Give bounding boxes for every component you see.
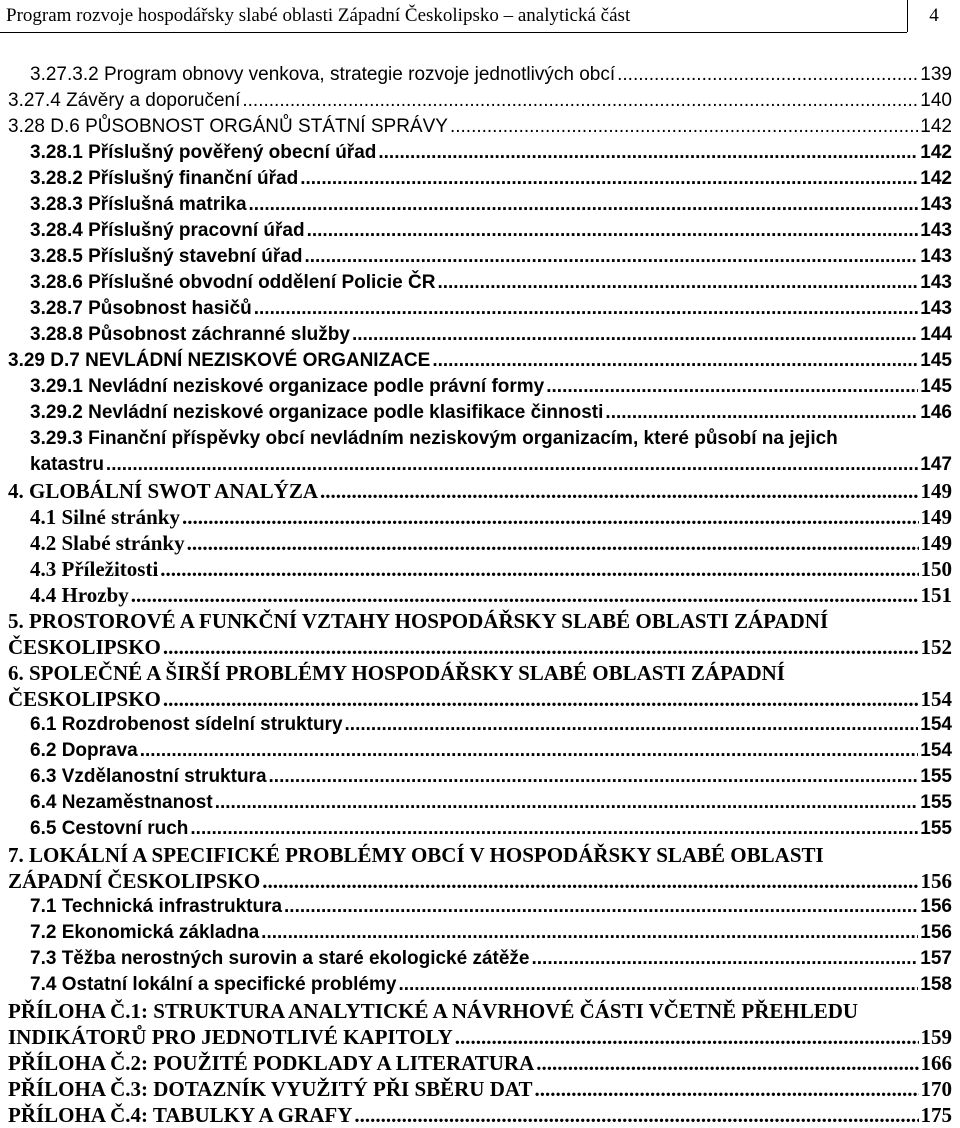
dot-leader bbox=[307, 218, 919, 244]
toc-title: POUŽITÉ PODKLADY A LITERATURA bbox=[153, 1051, 535, 1075]
toc-title: PROSTOROVÉ A FUNKČNÍ VZTAHY HOSPODÁŘSKY SLABÉ OBLASTI ZÁPADNÍ bbox=[29, 609, 829, 633]
dot-leader bbox=[320, 478, 918, 504]
toc-title: Program obnovy venkova, strategie rozvoje jednotlivých obcí bbox=[103, 64, 616, 85]
dot-leader bbox=[182, 504, 919, 530]
dot-leader bbox=[254, 296, 919, 322]
toc-page: 157 bbox=[920, 948, 952, 969]
toc-page: 145 bbox=[920, 376, 952, 397]
toc-page: 149 bbox=[920, 505, 952, 529]
dot-leader bbox=[163, 686, 919, 712]
toc-entry[interactable] bbox=[30, 426, 952, 478]
toc-entry[interactable] bbox=[30, 556, 952, 582]
toc-page: 150 bbox=[920, 557, 952, 581]
page-number: 4 bbox=[907, 0, 960, 32]
toc-number: 3.28.4 bbox=[30, 220, 83, 241]
toc-page: 143 bbox=[920, 220, 952, 241]
dot-leader bbox=[284, 894, 918, 920]
dot-leader bbox=[352, 322, 918, 348]
toc-title: Ekonomická základna bbox=[61, 922, 260, 943]
toc-number: 6.2 bbox=[30, 740, 57, 761]
dot-leader bbox=[131, 582, 919, 608]
toc-title: STRUKTURA ANALYTICKÉ A NÁVRHOVÉ ČÁSTI VČETNĚ PŘEHLEDU bbox=[153, 999, 859, 1023]
dot-leader bbox=[269, 764, 919, 790]
toc-number: 4.1 bbox=[30, 505, 57, 529]
toc-page: 143 bbox=[920, 272, 952, 293]
toc-number: 6.5 bbox=[30, 818, 57, 839]
toc-title: Těžba nerostných surovin a staré ekologické zátěže bbox=[61, 948, 530, 969]
dot-leader bbox=[106, 452, 918, 478]
toc-number: 3.28.1 bbox=[30, 142, 83, 163]
dot-leader bbox=[190, 816, 918, 842]
toc-number: 4.4 bbox=[30, 583, 57, 607]
toc-page: 156 bbox=[920, 896, 952, 917]
toc-title: Technická infrastruktura bbox=[61, 896, 283, 917]
toc-number: 3.27.4 bbox=[8, 90, 61, 111]
toc-entry[interactable] bbox=[8, 1076, 952, 1102]
toc-page: 143 bbox=[920, 298, 952, 319]
toc-entry[interactable] bbox=[8, 842, 952, 894]
table-of-contents bbox=[0, 62, 960, 1128]
toc-number: 3.28 bbox=[8, 116, 45, 137]
toc-entry[interactable] bbox=[30, 972, 952, 998]
dot-leader bbox=[546, 374, 918, 400]
toc-entry[interactable] bbox=[8, 660, 952, 712]
toc-page: 156 bbox=[920, 869, 952, 893]
toc-page: 159 bbox=[920, 1025, 952, 1049]
toc-number: 7.2 bbox=[30, 922, 57, 943]
toc-title: Slabé stránky bbox=[61, 531, 185, 555]
toc-number: 3.29.3 bbox=[30, 428, 83, 449]
dot-leader bbox=[437, 270, 918, 296]
toc-page: 143 bbox=[920, 246, 952, 267]
toc-page: 154 bbox=[920, 740, 952, 761]
toc-number: 3.29 bbox=[8, 350, 45, 371]
toc-number: 4. bbox=[8, 479, 24, 503]
dot-leader bbox=[432, 348, 918, 374]
toc-number: 3.28.7 bbox=[30, 298, 83, 319]
toc-page: 140 bbox=[920, 90, 952, 111]
toc-title-continued: INDIKÁTORŮ PRO JEDNOTLIVÉ KAPITOLY bbox=[8, 1025, 453, 1049]
toc-entry[interactable] bbox=[30, 920, 952, 946]
toc-number: 7. bbox=[8, 843, 24, 867]
toc-title: Příslušná matrika bbox=[88, 194, 247, 215]
toc-title: Příslušné obvodní oddělení Policie ČR bbox=[88, 272, 436, 293]
toc-number: 3.28.6 bbox=[30, 272, 83, 293]
toc-page: 155 bbox=[920, 792, 952, 813]
toc-page: 139 bbox=[920, 64, 952, 85]
toc-number: 3.27.3.2 bbox=[30, 64, 99, 85]
toc-entry[interactable] bbox=[30, 192, 952, 218]
toc-entry[interactable] bbox=[30, 894, 952, 920]
toc-page: 142 bbox=[920, 116, 952, 137]
toc-number: 3.29.1 bbox=[30, 376, 83, 397]
toc-number: PŘÍLOHA Č.2: bbox=[8, 1051, 149, 1075]
toc-title: Nevládní neziskové organizace podle klasifikace činnosti bbox=[88, 402, 604, 423]
toc-title: Vzdělanostní struktura bbox=[61, 766, 267, 787]
toc-number: 3.29.2 bbox=[30, 402, 83, 423]
dot-leader bbox=[455, 1024, 919, 1050]
dot-leader bbox=[398, 972, 918, 998]
toc-number: 6. bbox=[8, 661, 24, 685]
document-title: Program rozvoje hospodářsky slabé oblasti Západní Českolipsko – analytická část bbox=[6, 5, 631, 26]
toc-number: 3.28.5 bbox=[30, 246, 83, 267]
dot-leader bbox=[215, 790, 919, 816]
toc-page: 145 bbox=[920, 350, 952, 371]
toc-page: 155 bbox=[920, 818, 952, 839]
dot-leader bbox=[535, 1076, 919, 1102]
dot-leader bbox=[378, 140, 918, 166]
dot-leader bbox=[262, 868, 918, 894]
toc-page: 166 bbox=[920, 1051, 952, 1075]
toc-page: 149 bbox=[920, 479, 952, 503]
toc-page: 146 bbox=[920, 402, 952, 423]
toc-title-continued: ČESKOLIPSKO bbox=[8, 635, 161, 659]
toc-page: 144 bbox=[920, 324, 952, 345]
toc-title: LOKÁLNÍ A SPECIFICKÉ PROBLÉMY OBCÍ V HOSPODÁŘSKY SLABÉ OBLASTI bbox=[29, 843, 824, 867]
toc-title: Nevládní neziskové organizace podle právní formy bbox=[88, 376, 545, 397]
toc-entry[interactable] bbox=[8, 114, 952, 140]
dot-leader bbox=[345, 712, 919, 738]
toc-title: SPOLEČNÉ A ŠIRŠÍ PROBLÉMY HOSPODÁŘSKY SLABÉ OBLASTI ZÁPADNÍ bbox=[29, 661, 785, 685]
toc-entry[interactable] bbox=[30, 582, 952, 608]
toc-entry[interactable] bbox=[30, 790, 952, 816]
toc-entry[interactable] bbox=[30, 400, 952, 426]
toc-number: PŘÍLOHA Č.1: bbox=[8, 999, 149, 1023]
toc-number: 7.1 bbox=[30, 896, 57, 917]
toc-title: Doprava bbox=[61, 740, 138, 761]
toc-entry[interactable] bbox=[8, 88, 952, 114]
toc-entry[interactable] bbox=[8, 348, 952, 374]
dot-leader bbox=[261, 920, 918, 946]
dot-leader bbox=[536, 1050, 918, 1076]
dot-leader bbox=[605, 400, 918, 426]
toc-page: 158 bbox=[920, 974, 952, 995]
toc-title: Příslušný stavební úřad bbox=[88, 246, 303, 267]
toc-title: Působnost záchranné služby bbox=[88, 324, 350, 345]
toc-title: Hrozby bbox=[61, 583, 129, 607]
toc-entry[interactable] bbox=[30, 322, 952, 348]
toc-title: Příslušný pověřený obecní úřad bbox=[88, 142, 377, 163]
toc-title: TABULKY A GRAFY bbox=[152, 1103, 353, 1127]
dot-leader bbox=[242, 88, 918, 114]
dot-leader bbox=[160, 556, 918, 582]
toc-title: Finanční příspěvky obcí nevládním neziskovým organizacím, které působí na jejich bbox=[88, 428, 838, 449]
toc-number: PŘÍLOHA Č.4: bbox=[8, 1103, 149, 1127]
toc-title: Působnost hasičů bbox=[88, 298, 252, 319]
toc-entry[interactable] bbox=[30, 504, 952, 530]
dot-leader bbox=[617, 62, 918, 88]
toc-entry[interactable] bbox=[30, 946, 952, 972]
toc-entry[interactable] bbox=[30, 530, 952, 556]
toc-title: Závěry a doporučení bbox=[66, 90, 241, 111]
toc-entry[interactable] bbox=[30, 140, 952, 166]
toc-entry[interactable] bbox=[8, 608, 952, 660]
toc-page: 149 bbox=[920, 531, 952, 555]
toc-title-continued: katastru bbox=[30, 454, 104, 475]
toc-title: Rozdrobenost sídelní struktury bbox=[61, 714, 343, 735]
toc-title: Příslušný finanční úřad bbox=[88, 168, 299, 189]
toc-page: 154 bbox=[920, 687, 952, 711]
toc-page: 155 bbox=[920, 766, 952, 787]
toc-title-continued: ČESKOLIPSKO bbox=[8, 687, 161, 711]
toc-title: DOTAZNÍK VYUŽITÝ PŘI SBĚRU DAT bbox=[153, 1077, 533, 1101]
toc-entry[interactable] bbox=[30, 244, 952, 270]
toc-title: D.7 NEVLÁDNÍ NEZISKOVÉ ORGANIZACE bbox=[50, 350, 431, 371]
toc-title: GLOBÁLNÍ SWOT ANALÝZA bbox=[29, 479, 319, 503]
toc-title: Ostatní lokální a specifické problémy bbox=[61, 974, 397, 995]
toc-number: 7.4 bbox=[30, 974, 57, 995]
dot-leader bbox=[304, 244, 918, 270]
toc-entry[interactable] bbox=[30, 374, 952, 400]
toc-page: 142 bbox=[920, 142, 952, 163]
toc-number: 3.28.2 bbox=[30, 168, 83, 189]
toc-entry[interactable] bbox=[8, 1050, 952, 1076]
toc-entry[interactable] bbox=[30, 62, 952, 88]
toc-number: 4.3 bbox=[30, 557, 57, 581]
toc-page: 156 bbox=[920, 922, 952, 943]
toc-title: Silné stránky bbox=[61, 505, 180, 529]
dot-leader bbox=[249, 192, 919, 218]
toc-entry[interactable] bbox=[30, 218, 952, 244]
toc-page: 152 bbox=[920, 635, 952, 659]
toc-page: 147 bbox=[920, 454, 952, 475]
toc-entry[interactable] bbox=[30, 296, 952, 322]
toc-entry[interactable] bbox=[8, 998, 952, 1050]
toc-entry[interactable] bbox=[30, 764, 952, 790]
dot-leader bbox=[450, 114, 918, 140]
toc-title: Příležitosti bbox=[61, 557, 159, 581]
toc-page: 143 bbox=[920, 194, 952, 215]
toc-number: 6.3 bbox=[30, 766, 57, 787]
dot-leader bbox=[163, 634, 919, 660]
toc-entry[interactable] bbox=[30, 166, 952, 192]
dot-leader bbox=[300, 166, 918, 192]
toc-page: 151 bbox=[920, 583, 952, 607]
dot-leader bbox=[354, 1102, 918, 1128]
toc-page: 142 bbox=[920, 168, 952, 189]
toc-title: Nezaměstnanost bbox=[61, 792, 213, 813]
toc-page: 154 bbox=[920, 714, 952, 735]
toc-entry[interactable] bbox=[8, 478, 952, 504]
toc-number: 7.3 bbox=[30, 948, 57, 969]
header-rule bbox=[0, 32, 907, 33]
toc-title: D.6 PŮSOBNOST ORGÁNŮ STÁTNÍ SPRÁVY bbox=[50, 116, 448, 137]
toc-entry[interactable] bbox=[30, 270, 952, 296]
toc-entry[interactable] bbox=[30, 738, 952, 764]
toc-title: Příslušný pracovní úřad bbox=[88, 220, 305, 241]
toc-number: 3.28.3 bbox=[30, 194, 83, 215]
page-header bbox=[0, 0, 960, 40]
toc-page: 175 bbox=[920, 1103, 952, 1127]
toc-title-continued: ZÁPADNÍ ČESKOLIPSKO bbox=[8, 869, 261, 893]
toc-number: 5. bbox=[8, 609, 24, 633]
dot-leader bbox=[532, 946, 919, 972]
dot-leader bbox=[187, 530, 919, 556]
toc-number: 3.28.8 bbox=[30, 324, 83, 345]
dot-leader bbox=[140, 738, 919, 764]
toc-entry[interactable] bbox=[8, 1102, 952, 1128]
toc-number: PŘÍLOHA Č.3: bbox=[8, 1077, 149, 1101]
toc-entry[interactable] bbox=[30, 712, 952, 738]
toc-title: Cestovní ruch bbox=[61, 818, 189, 839]
toc-entry[interactable] bbox=[30, 816, 952, 842]
toc-page: 170 bbox=[920, 1077, 952, 1101]
toc-number: 6.4 bbox=[30, 792, 57, 813]
toc-number: 4.2 bbox=[30, 531, 57, 555]
toc-number: 6.1 bbox=[30, 714, 57, 735]
